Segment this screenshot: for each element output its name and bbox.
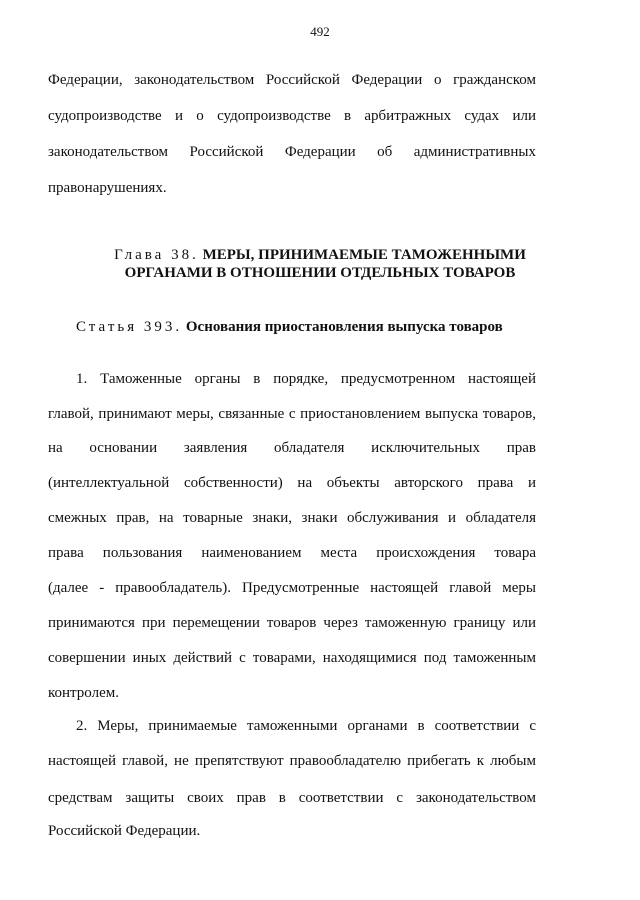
paragraph1-line-2: главой, принимают меры, связанные с приостановлением выпуска товаров, [48,406,536,422]
article-heading [76,318,503,336]
chapter-prefix: Глава 38. [114,247,199,263]
page-number: 492 [310,24,330,39]
paragraph1-line-10: контролем. [48,685,119,701]
article-title: Основания приостановления выпуска товаров [185,319,503,335]
paragraph1-line-7: (далее - правообладатель). Предусмотренные настоящей главой меры [48,580,536,596]
paragraph1-line-4: (интеллектуальной собственности) на объекты авторского права и [48,475,536,491]
article-prefix: Статья 393. [76,319,183,335]
intro-line-1: Федерации, законодательством Российской Федерации о гражданском [48,72,536,88]
paragraph1-line-1: 1. Таможенные органы в порядке, предусмотренном настоящей [76,371,536,387]
intro-line-2: судопроизводстве и о судопроизводстве в арбитражных судах или [48,108,536,124]
paragraph2-line-1: 2. Меры, принимаемые таможенными органами в соответствии с [76,718,536,734]
paragraph1-line-6: права пользования наименованием места происхождения товара [48,545,536,561]
chapter-title-line1: МЕРЫ, ПРИНИМАЕМЫЕ ТАМОЖЕННЫМИ [202,247,526,263]
paragraph1-line-8: принимаются при перемещении товаров через таможенную границу или [48,615,536,631]
paragraph2-line-3: средствам защиты своих прав в соответствии с законодательством [48,790,536,806]
paragraph1-line-5: смежных прав, на товарные знаки, знаки обслуживания и обладателя [48,510,536,526]
paragraph1-line-9: совершении иных действий с товарами, находящимися под таможенным [48,650,536,666]
intro-line-3: законодательством Российской Федерации об административных [48,144,536,160]
chapter-title-line2: ОРГАНАМИ В ОТНОШЕНИИ ОТДЕЛЬНЫХ ТОВАРОВ [124,265,516,281]
paragraph2-line-4: Российской Федерации. [48,823,201,839]
intro-line-4: правонарушениях. [48,180,167,196]
chapter-heading-line-1 [0,246,640,264]
paragraph2-line-2: настоящей главой, не препятствуют правообладателю прибегать к любым [48,753,536,769]
paragraph1-line-3: на основании заявления обладателя исключительных прав [48,440,536,456]
